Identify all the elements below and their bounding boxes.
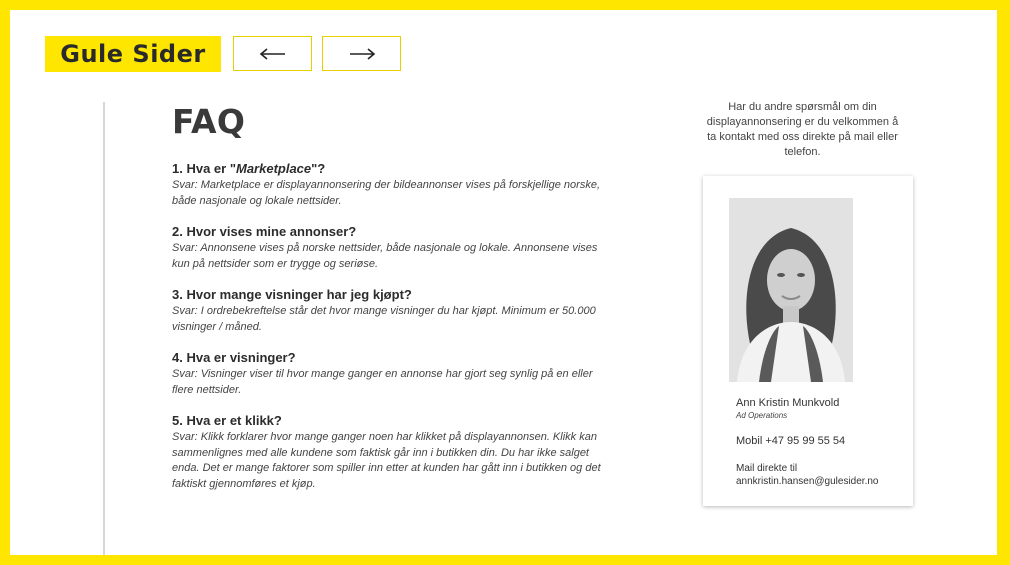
question-text: 1. Hva er " bbox=[172, 161, 236, 176]
mail-label: Mail direkte til bbox=[736, 463, 798, 474]
arrow-right-icon bbox=[348, 48, 376, 60]
contact-name: Ann Kristin Munkvold bbox=[736, 397, 840, 409]
faq-item bbox=[172, 224, 602, 272]
forward-button[interactable] bbox=[322, 36, 401, 71]
faq-section bbox=[172, 102, 602, 507]
question-emphasis: Marketplace bbox=[235, 161, 312, 176]
person-portrait-icon bbox=[729, 198, 853, 382]
logo-text: Gule Sider bbox=[60, 40, 206, 68]
contact-intro-text: Har du andre spørsmål om din displayannonsering er du velkommen å ta kontakt med oss direkte på mail eller telefon. bbox=[706, 101, 899, 158]
faq-title: FAQ bbox=[172, 102, 246, 141]
faq-answer: Svar: Marketplace er displayannonsering der bildeannonser vises på forskjellige norske, både nasjonale og lokale nettsider. bbox=[172, 179, 601, 207]
faq-question: 3. Hvor mange visninger har jeg kjøpt? bbox=[172, 287, 412, 302]
faq-question: 5. Hva er et klikk? bbox=[172, 413, 282, 428]
contact-role: Ad Operations bbox=[736, 411, 788, 420]
faq-item bbox=[172, 413, 602, 492]
faq-answer: Svar: I ordrebekreftelse står det hvor mange visninger du har kjøpt. Minimum er 50.000 visninger / måned. bbox=[172, 305, 596, 333]
faq-question: 2. Hvor vises mine annonser? bbox=[172, 224, 357, 239]
contact-photo bbox=[729, 198, 853, 382]
faq-answer: Svar: Annonsene vises på norske nettsider, både nasjonale og lokale. Annonsene vises kun på nettsider som er trygge og seriøse. bbox=[172, 242, 598, 270]
question-text-end: "? bbox=[311, 161, 326, 176]
contact-email-link[interactable]: annkristin.hansen@gulesider.no bbox=[736, 476, 879, 487]
contact-mail bbox=[736, 462, 878, 488]
arrow-left-icon bbox=[259, 48, 287, 60]
contact-phone[interactable]: Mobil +47 95 99 55 54 bbox=[736, 435, 846, 447]
vertical-divider bbox=[103, 102, 105, 555]
faq-item bbox=[172, 350, 602, 398]
faq-item bbox=[172, 287, 602, 335]
back-button[interactable] bbox=[233, 36, 312, 71]
gule-sider-logo[interactable] bbox=[45, 36, 221, 72]
faq-answer: Svar: Klikk forklarer hvor mange ganger noen har klikket på displayannonsen. Klikk kan sammenlignes med alle kundene som faktisk går inn i butikken din. Du har ikke salget enda. Det er mange faktorer som spiller inn etter at kunden har gått inn i butikken og det faktiskt gjennomføres et kjøp. bbox=[172, 431, 601, 490]
faq-question bbox=[172, 161, 602, 177]
faq-answer: Svar: Visninger viser til hvor mange ganger en annonse har gjort seg synlig på en eller flere nettsider. bbox=[172, 368, 593, 396]
contact-card bbox=[703, 176, 913, 506]
faq-question: 4. Hva er visninger? bbox=[172, 350, 296, 365]
faq-item bbox=[172, 161, 602, 209]
slide-frame bbox=[10, 10, 997, 555]
